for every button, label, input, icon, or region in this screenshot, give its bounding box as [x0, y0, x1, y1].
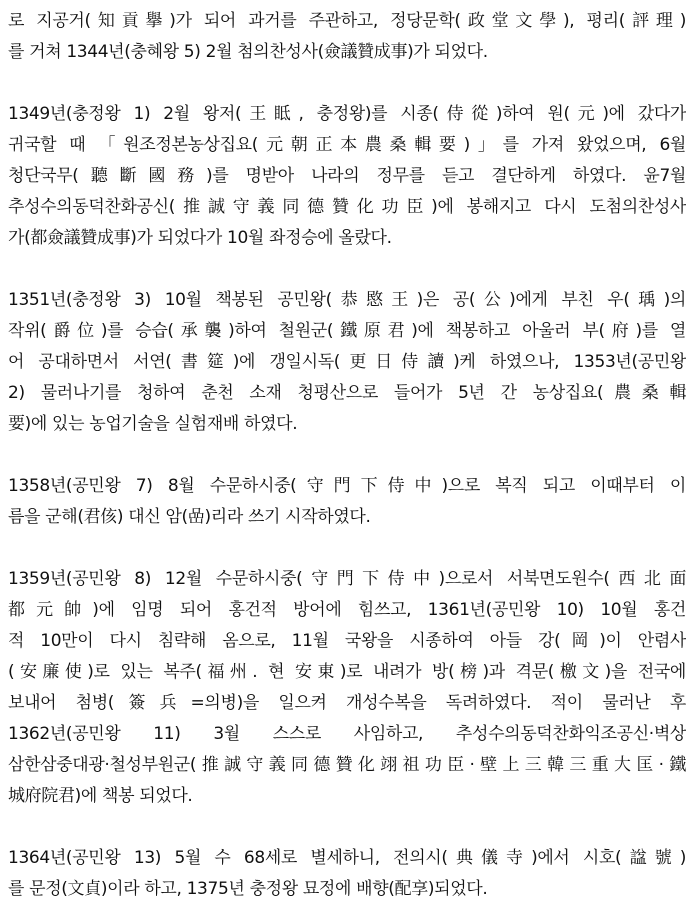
paragraph-1359	[8, 564, 686, 812]
text-line: 삼한삼중대광·철성부원군(推誠守義同德贊化翊祖功臣·壁上三韓三重大匡·鐵	[8, 755, 686, 775]
text-line: 를 거쳐 1344년(충혜왕 5) 2월 첨의찬성사(僉議贊成事)가 되었다.	[8, 42, 488, 62]
paragraph-1351	[8, 285, 686, 440]
paragraph-1358	[8, 471, 686, 533]
text-line: 보내어 첨병(簽兵=의병)을 일으켜 개성수복을 독려하였다. 적이 물러난 후	[8, 693, 686, 713]
text-line: 를 문정(文貞)이라 하고, 1375년 충정왕 묘정에 배향(配享)되었다.	[8, 879, 488, 899]
paragraph-exam-career	[8, 6, 686, 68]
text-line: 1349년(충정왕 1) 2월 왕저(王眡, 충정왕)를 시종(侍從)하여 원(元)에 갔다가	[8, 104, 686, 124]
text-line: 추성수의동덕찬화공신(推誠守義同德贊化功臣)에 봉해지고 다시 도첨의찬성사	[8, 197, 686, 217]
paragraph-1349	[8, 99, 686, 254]
text-line: 청단국무(聽斷國務)를 명받아 나라의 정무를 듣고 결단하게 하였다. 윤7월	[8, 166, 686, 186]
text-line: 1351년(충정왕 3) 10월 책봉된 공민왕(恭愍王)은 공(公)에게 부친 우(瑀)의	[8, 290, 686, 310]
text-line: (安廉使)로 있는 복주(福州. 현 安東)로 내려가 방(榜)과 격문(檄文)을 전국에	[8, 662, 686, 682]
text-line: 귀국할 때 「원조정본농상집요(元朝正本農桑輯要)」를 가져 왔었으며, 6월	[8, 135, 686, 155]
text-line: 가(都僉議贊成事)가 되었다가 10월 좌정승에 올랐다.	[8, 228, 392, 248]
text-line: 어 공대하면서 서연(書筵)에 갱일시독(更日侍讀)케 하였으나, 1353년(공민왕	[8, 352, 686, 372]
text-line: 로 지공거(知貢擧)가 되어 과거를 주관하고, 정당문학(政堂文學), 평리(評理)	[8, 11, 686, 31]
text-line: 적 10만이 다시 침략해 옴으로, 11월 국왕을 시종하여 아들 강(岡)이 안렴사	[8, 631, 686, 651]
text-line: 작위(爵位)를 승습(承襲)하여 철원군(鐵原君)에 책봉하고 아울러 부(府)를 열	[8, 321, 686, 341]
text-line: 都元帥)에 임명 되어 홍건적 방어에 힘쓰고, 1361년(공민왕 10) 10월 홍건	[8, 600, 686, 620]
text-line: 1362년(공민왕 11) 3월 스스로 사임하고, 추성수의동덕찬화익조공신·벽상	[8, 724, 686, 744]
text-line: 1359년(공민왕 8) 12월 수문하시중(守門下侍中)으로서 서북면도원수(西北面	[8, 569, 686, 589]
text-line: 城府院君)에 책봉 되었다.	[8, 786, 193, 806]
paragraph-1364	[8, 843, 686, 905]
text-line: 름을 군해(君侅) 대신 암(嵒)리라 쓰기 시작하였다.	[8, 507, 371, 527]
text-line: 要)에 있는 농업기술을 실험재배 하였다.	[8, 414, 298, 434]
text-line: 2) 물러나기를 청하여 춘천 소재 청평산으로 들어가 5년 간 농상집요(農桑輯	[8, 383, 686, 403]
text-line: 1358년(공민왕 7) 8월 수문하시중(守門下侍中)으로 복직 되고 이때부터 이	[8, 476, 686, 496]
text-line: 1364년(공민왕 13) 5월 수 68세로 별세하니, 전의시(典儀寺)에서 시호(諡號)	[8, 848, 686, 868]
